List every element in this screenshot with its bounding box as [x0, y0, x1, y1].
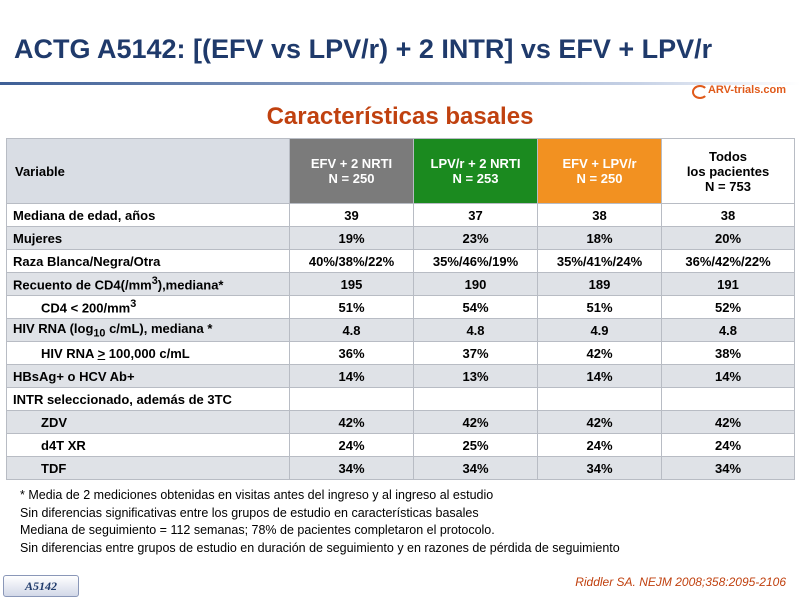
cell-value: 40%/38%/22%: [290, 250, 414, 273]
label-text: HIV RNA: [41, 345, 98, 361]
cell-value: 35%/41%/24%: [538, 250, 662, 273]
table-row: [7, 273, 795, 296]
slide-subtitle: Características basales: [266, 103, 534, 130]
table-row: [7, 342, 795, 365]
row-label: [7, 342, 290, 365]
cell-value: 36%/42%/22%: [662, 250, 795, 273]
footnotes: [20, 487, 620, 557]
table-row: [7, 227, 795, 250]
cell-value: 38: [538, 204, 662, 227]
table-row: [7, 319, 795, 342]
header-all-patients: [662, 139, 795, 204]
cell-value: 42%: [538, 342, 662, 365]
label-text: 100,000 c/mL: [105, 345, 190, 361]
row-label: d4T XR: [7, 434, 290, 457]
table-row: [7, 250, 795, 273]
cell-value: [414, 388, 538, 411]
label-text: c/mL), mediana *: [105, 320, 213, 336]
logo-arc-icon: [692, 83, 706, 97]
cell-value: 4.8: [662, 319, 795, 342]
cell-value: 24%: [538, 434, 662, 457]
header-efv-nrti: [290, 139, 414, 204]
cell-value: 38%: [662, 342, 795, 365]
cell-value: [290, 388, 414, 411]
cell-value: 37: [414, 204, 538, 227]
row-label: Mujeres: [7, 227, 290, 250]
table-row: [7, 365, 795, 388]
cell-value: 51%: [290, 296, 414, 319]
cell-value: 189: [538, 273, 662, 296]
header-efv-lpvr-n: N = 250: [576, 171, 623, 186]
row-label: [7, 296, 290, 319]
header-lpvr-nrti-n: N = 253: [452, 171, 499, 186]
cell-value: 42%: [538, 411, 662, 434]
cell-value: 14%: [290, 365, 414, 388]
cell-value: 19%: [290, 227, 414, 250]
cell-value: 36%: [290, 342, 414, 365]
study-tag: A5142: [3, 575, 79, 597]
slide-title: ACTG A5142: [(EFV vs LPV/r) + 2 INTR] vs EFV + LPV/r: [14, 34, 713, 64]
header-lpvr-nrti-name: LPV/r + 2 NRTI: [430, 156, 521, 171]
header-variable: Variable: [7, 139, 290, 204]
header-all-line2: los pacientes: [686, 163, 770, 179]
cell-value: 52%: [662, 296, 795, 319]
row-label: Mediana de edad, años: [7, 204, 290, 227]
cell-value: 24%: [290, 434, 414, 457]
arv-trials-logo: [692, 80, 786, 100]
label-text: HIV RNA (log: [13, 320, 94, 336]
cell-value: 4.8: [414, 319, 538, 342]
cell-value: 34%: [662, 457, 795, 480]
label-underlined: >: [97, 345, 106, 361]
footnote: Mediana de seguimiento = 112 semanas; 78% de pacientes completaron el protocolo.: [20, 523, 495, 537]
header-efv-nrti-n: N = 250: [328, 171, 375, 186]
row-label: [7, 273, 290, 296]
cell-value: 24%: [662, 434, 795, 457]
table-row: [7, 457, 795, 480]
cell-value: 37%: [414, 342, 538, 365]
table-row: [7, 296, 795, 319]
cell-value: 54%: [414, 296, 538, 319]
table-row: [7, 411, 795, 434]
header-all-n: N = 753: [705, 178, 751, 194]
cell-value: 25%: [414, 434, 538, 457]
row-label: TDF: [7, 457, 290, 480]
citation: Riddler SA. NEJM 2008;358:2095-2106: [575, 575, 786, 589]
row-label: [7, 319, 290, 342]
row-label: ZDV: [7, 411, 290, 434]
row-label: Raza Blanca/Negra/Otra: [7, 250, 290, 273]
cell-value: [662, 388, 795, 411]
cell-value: 195: [290, 273, 414, 296]
label-text: ),mediana*: [157, 277, 224, 293]
cell-value: 42%: [414, 411, 538, 434]
label-text: Recuento de CD4(/mm: [13, 277, 152, 293]
header-all-line1: Todos: [708, 148, 748, 164]
cell-value: 18%: [538, 227, 662, 250]
baseline-table: [6, 138, 795, 480]
label-superscript: 3: [130, 298, 137, 311]
footnote: * Media de 2 mediciones obtenidas en visitas antes del ingreso y al ingreso al estudio: [20, 488, 494, 502]
label-superscript: 3: [151, 275, 158, 288]
header-efv-nrti-name: EFV + 2 NRTI: [310, 156, 393, 171]
cell-value: 191: [662, 273, 795, 296]
cell-value: 39: [290, 204, 414, 227]
header-efv-lpvr-name: EFV + LPV/r: [562, 156, 637, 171]
label-text: CD4 < 200/mm: [41, 300, 131, 316]
cell-value: [538, 388, 662, 411]
cell-value: 20%: [662, 227, 795, 250]
cell-value: 51%: [538, 296, 662, 319]
header-efv-lpvr: [538, 139, 662, 204]
cell-value: 42%: [290, 411, 414, 434]
title-rule: [0, 82, 800, 85]
cell-value: 38: [662, 204, 795, 227]
row-label: HBsAg+ o HCV Ab+: [7, 365, 290, 388]
logo-text: ARV-trials.com: [707, 84, 786, 96]
cell-value: 190: [414, 273, 538, 296]
cell-value: 4.9: [538, 319, 662, 342]
cell-value: 42%: [662, 411, 795, 434]
cell-value: 35%/46%/19%: [414, 250, 538, 273]
table-header-row: [7, 139, 795, 204]
header-lpvr-nrti: [414, 139, 538, 204]
cell-value: 14%: [662, 365, 795, 388]
table-row: [7, 204, 795, 227]
footnote: Sin diferencias entre grupos de estudio en duración de seguimiento y en razones de pérdida de seguimiento: [20, 540, 620, 555]
cell-value: 23%: [414, 227, 538, 250]
cell-value: 14%: [538, 365, 662, 388]
table-row: [7, 434, 795, 457]
row-label: INTR seleccionado, además de 3TC: [7, 388, 290, 411]
table-row: [7, 388, 795, 411]
cell-value: 34%: [290, 457, 414, 480]
cell-value: 4.8: [290, 319, 414, 342]
cell-value: 34%: [538, 457, 662, 480]
cell-value: 13%: [414, 365, 538, 388]
footnote: Sin diferencias significativas entre los grupos de estudio en características basales: [20, 505, 479, 520]
label-subscript: 10: [93, 327, 106, 340]
cell-value: 34%: [414, 457, 538, 480]
